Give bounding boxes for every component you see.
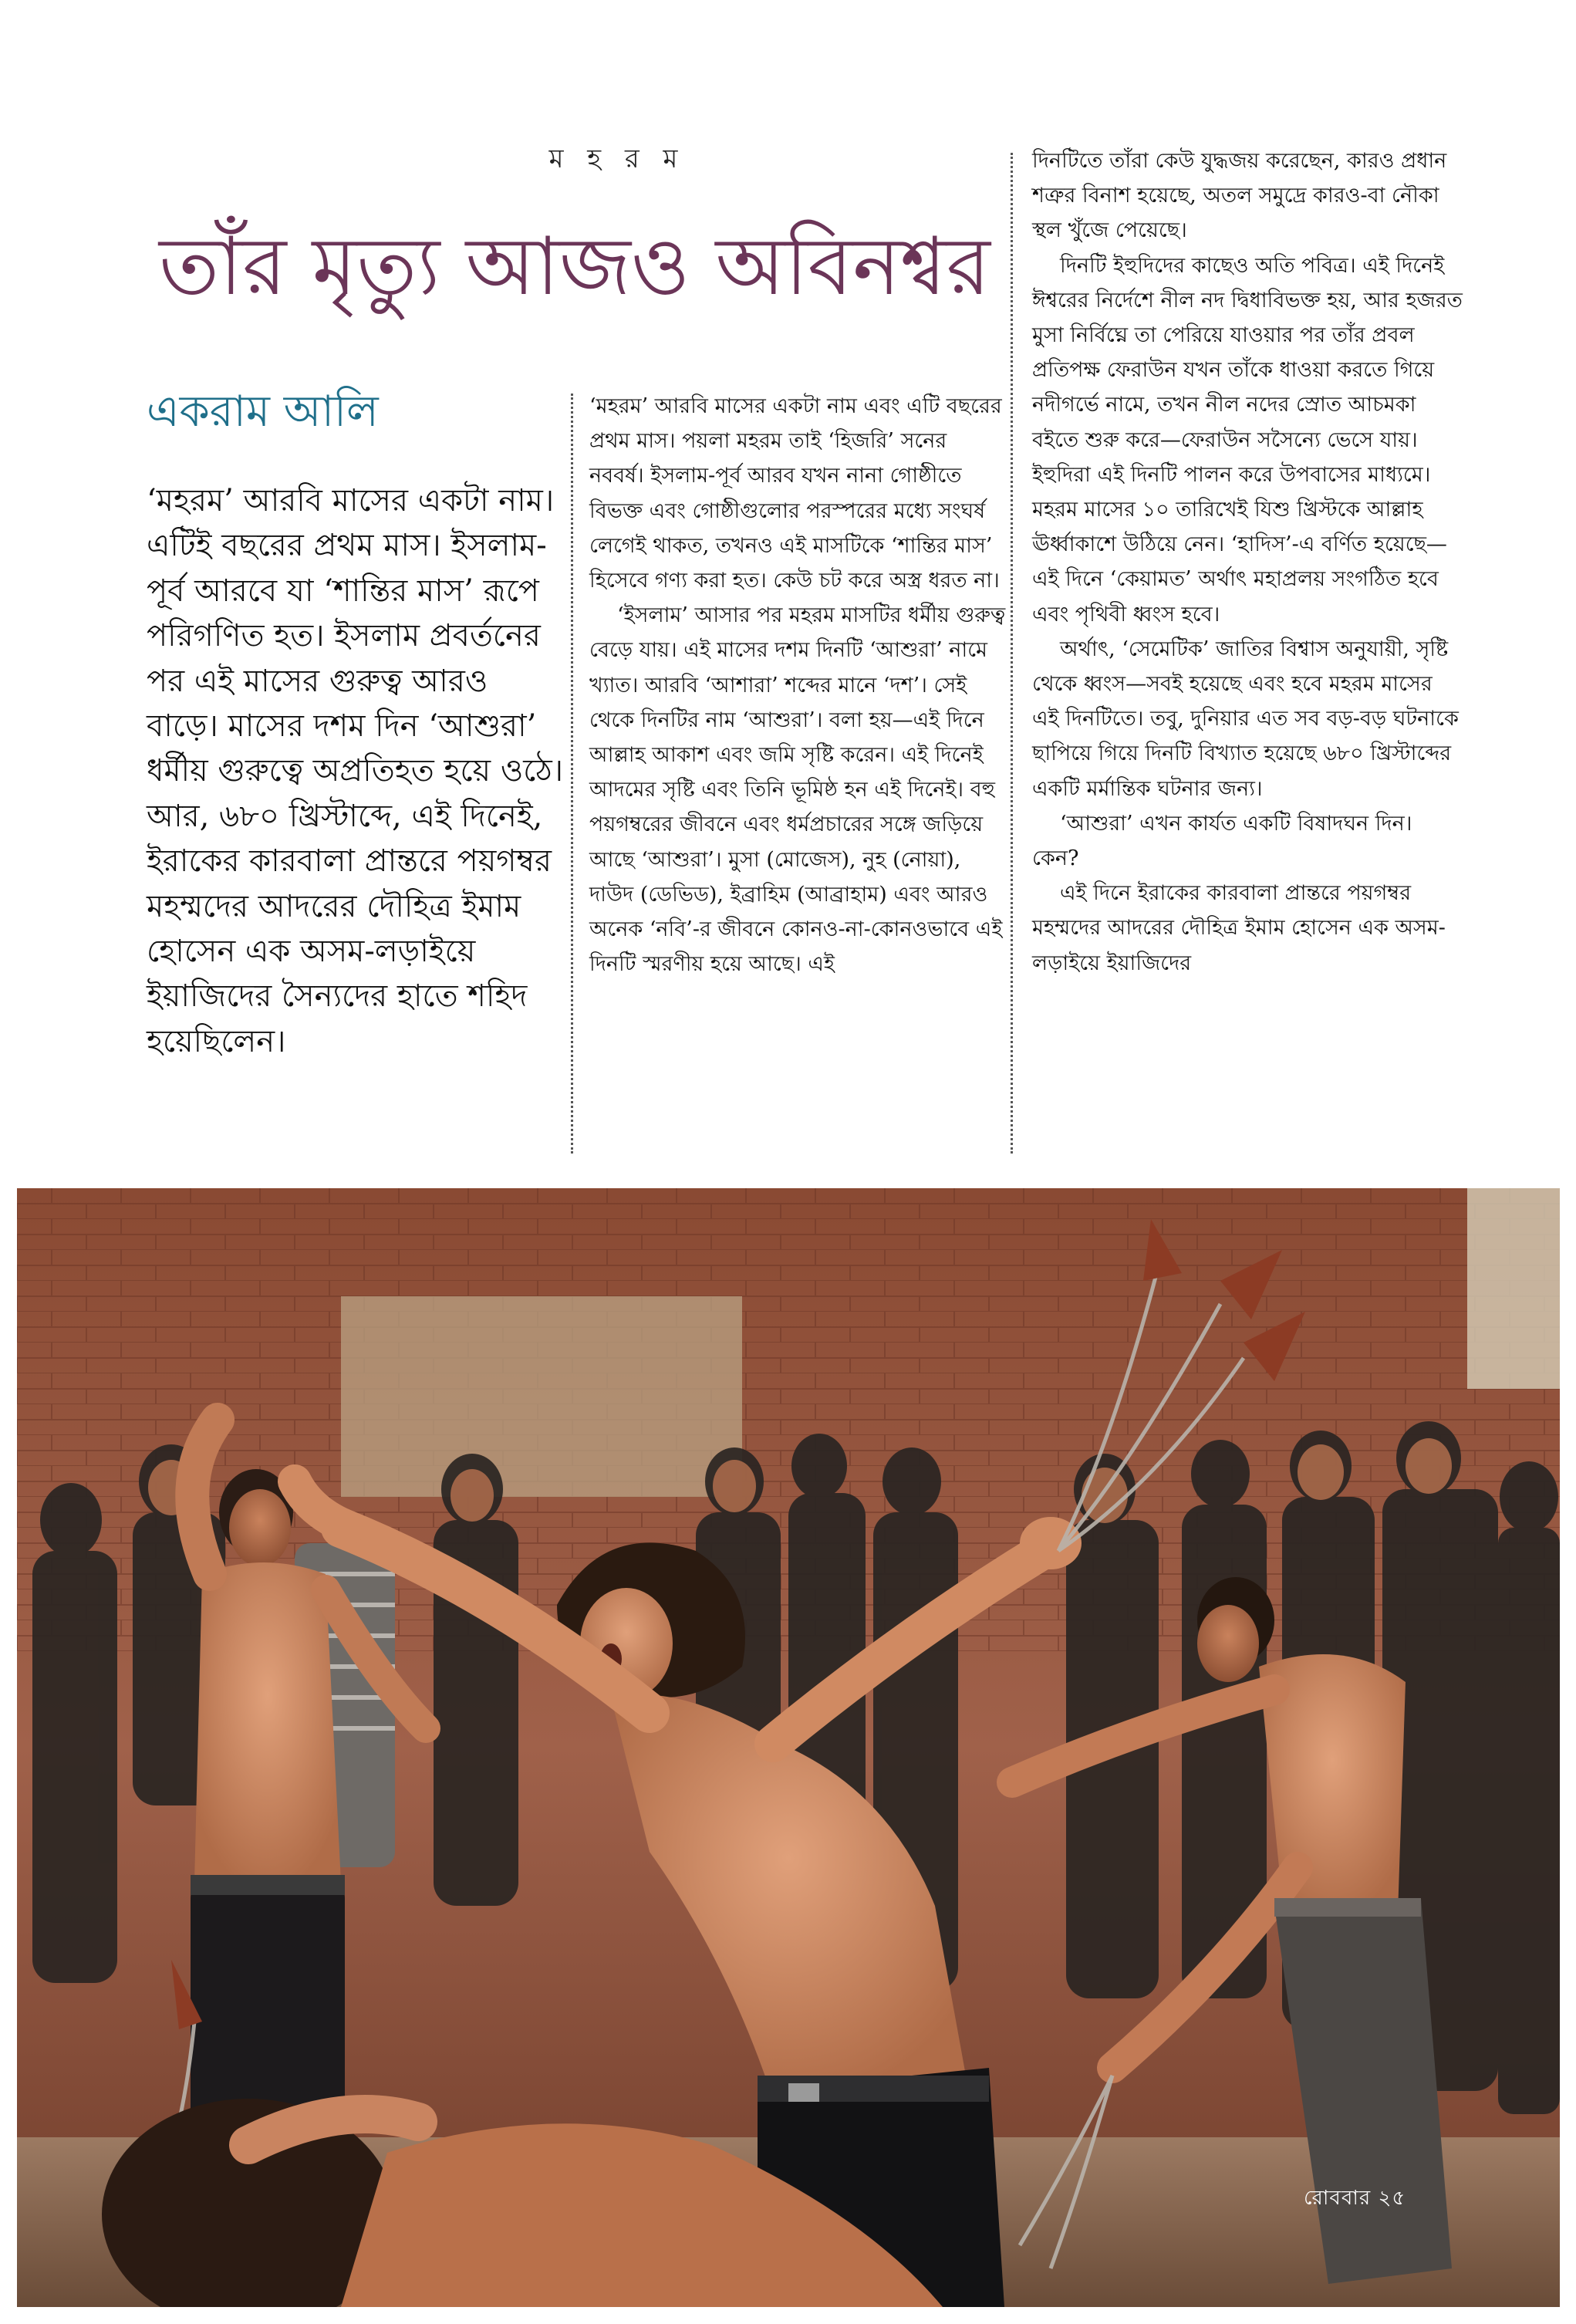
body-paragraph: অর্থাৎ, ‘সেমেটিক’ জাতির বিশ্বাস অনুযায়ী, সৃষ্টি থেকে ধ্বংস—সবই হয়েছে এবং হবে মহরম মাসের এই দিনটিতে। তবু, দুনিয়ার এত সব বড়-বড় ঘটনাকে ছাপিয়ে গিয়ে দিনটি বিখ্যাত হয়েছে ৬৮০ খ্রিস্টাব্দের একটি মর্মান্তিক ঘটনার জন্য। — [1032, 637, 1459, 801]
column-divider-1 — [571, 394, 573, 1154]
body-paragraph: ‘মহরম’ আরবি মাসের একটা নাম এবং এটি বছরের প্রথম মাস। পয়লা মহরম তাই ‘হিজরি’ সনের নববর্ষ। ইসলাম-পূর্ব আরব যখন নানা গোষ্ঠীতে বিভক্ত এবং গোষ্ঠীগুলোর পরস্পরের মধ্যে সংঘর্ষ লেগেই থাকত, তখনও এই মাসটিকে ‘শান্তির মাস’ হিসেবে গণ্য করা হত। কেউ চট করে অস্ত্র ধরত না। — [589, 394, 1002, 593]
body-paragraph: দিনটিতে তাঁরা কেউ যুদ্ধজয় করেছেন, কারও প্রধান শত্রুর বিনাশ হয়েছে, অতল সমুদ্রে কারও-বা নৌকা স্থল খুঁজে পেয়েছে। — [1032, 149, 1447, 243]
body-paragraph: ‘আশুরা’ এখন কার্যত একটি বিষাদঘন দিন। কেন? — [1032, 811, 1412, 871]
body-paragraph: দিনটি ইহুদিদের কাছেও অতি পবিত্র। এই দিনেই ঈশ্বরের নির্দেশে নীল নদ দ্বিধাবিভক্ত হয়, আর হজরত মুসা নির্বিঘ্নে তা পেরিয়ে যাওয়ার পর তাঁর প্রবল প্রতিপক্ষ ফেরাউন যখন তাঁকে ধাওয়া করতে গিয়ে নদীগর্ভে নামে, তখন নীল নদের স্রোত আচমকা বইতে শুরু করে—ফেরাউন সসৈন্যে ভেসে যায়। ইহুদিরা এই দিনটি পালন করে উপবাসের মাধ্যমে। মহরম মাসের ১০ তারিখেই যিশু খ্রিস্টকে আল্লাহ ঊর্ধ্বাকাশে উঠিয়ে নেন। ‘হাদিস’-এ বর্ণিত হয়েছে—এই দিনে ‘কেয়ামত’ অর্থাৎ মহাপ্রলয় সংগঠিত হবে এবং পৃথিবী ধ্বংস হবে। — [1032, 253, 1463, 627]
author-byline: একরাম আলি — [147, 387, 379, 437]
article-photo — [17, 1188, 1560, 2307]
body-column-2 — [589, 389, 1006, 981]
column-divider-2 — [1011, 153, 1013, 1154]
body-column-3 — [1032, 144, 1464, 981]
section-kicker: ম হ র ম — [548, 144, 686, 174]
body-paragraph: ‘ইসলাম’ আসার পর মহরম মাসটির ধর্মীয় গুরুত্ব বেড়ে যায়। এই মাসের দশম দিনটি ‘আশুরা’ নামে খ্যাত। আরবি ‘আশারা’ শব্দের মানে ‘দশ’। সেই থেকে দিনটির নাম ‘আশুরা’। বলা হয়—এই দিনে আল্লাহ আকাশ এবং জমি সৃষ্টি করেন। এই দিনেই আদমের সৃষ্টি এবং তিনি ভূমিষ্ঠ হন এই দিনেই। বহু পয়গম্বরের জীবনে এবং ধর্মপ্রচারের সঙ্গে জড়িয়ে আছে ‘আশুরা’। মুসা (মোজেস), নুহ (নোয়া), দাউদ (ডেভিড), ইব্রাহিম (আব্রাহাম) এবং আরও অনেক ‘নবি’-র জীবনে কোনও-না-কোনওভাবে এই দিনটি স্মরণীয় হয়ে আছে। এই — [589, 603, 1006, 977]
lead-paragraph: ‘মহরম’ আরবি মাসের একটা নাম। এটিই বছরের প্রথম মাস। ইসলাম-পূর্ব আরবে যা ‘শান্তির মাস’ রূপে পরিগণিত হত। ইসলাম প্রবর্তনের পর এই মাসের গুরুত্ব আরও বাড়ে। মাসের দশম দিন ‘আশুরা’ ধর্মীয় গুরুত্বে অপ্রতিহত হয়ে ওঠে। আর, ৬৮০ খ্রিস্টাব্দে, এই দিনেই, ইরাকের কারবালা প্রান্তরে পয়গম্বর মহম্মদের আদরের দৌহিত্র ইমাম হোসেন এক অসম-লড়াইয়ে ইয়াজিদের সৈন্যদের হাতে শহিদ হয়েছিলেন। — [147, 483, 564, 1059]
article-headline: তাঁর মৃত্যু আজও অবিনশ্বর — [159, 219, 990, 313]
page-folio: রোববার ২৫ — [1304, 2187, 1406, 2210]
body-paragraph: এই দিনে ইরাকের কারবালা প্রান্তরে পয়গম্বর মহম্মদের আদরের দৌহিত্র ইমাম হোসেন এক অসম-লড়াইয়ে ইয়াজিদের — [1032, 881, 1446, 975]
photo-illustration — [17, 1188, 1560, 2307]
